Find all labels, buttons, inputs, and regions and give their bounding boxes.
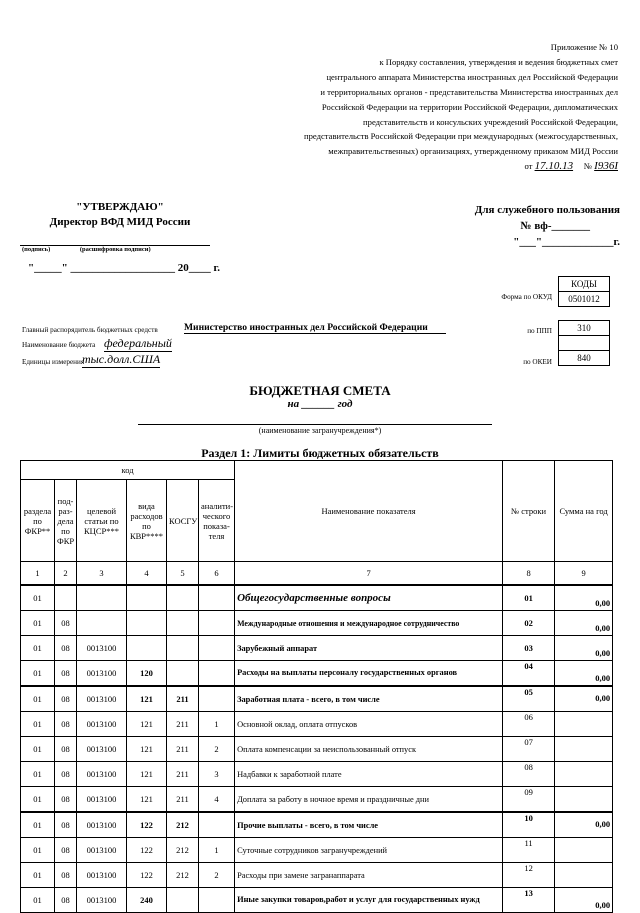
- appendix-line: и территориальных органов - представительства Министерства иностранных дел: [320, 86, 618, 97]
- header-kvr: вида расходов по КВР****: [127, 480, 167, 562]
- cell-kvr: 122: [127, 863, 167, 888]
- cell-line-no: 03: [503, 636, 555, 661]
- doc-title: БЮДЖЕТНАЯ СМЕТА: [249, 383, 391, 398]
- cell-kosgu: [167, 888, 199, 913]
- cell-analytic: 1: [199, 712, 235, 737]
- cell-subsection: 08: [55, 737, 77, 762]
- cell-kcsr: 0013100: [77, 661, 127, 687]
- cell-kvr: [127, 636, 167, 661]
- cell-line-no: 08: [503, 762, 555, 787]
- table-row: [21, 812, 613, 838]
- cell-subsection: 08: [55, 686, 77, 712]
- cell-analytic: [199, 636, 235, 661]
- cell-sum: [555, 737, 613, 762]
- cell-name: Заработная плата - всего, в том числе: [235, 686, 503, 712]
- doc-period: на ______ год: [287, 398, 353, 410]
- cell-kcsr: 0013100: [77, 737, 127, 762]
- cell-kvr: [127, 585, 167, 611]
- table-row: [21, 686, 613, 712]
- cell-fkr: 01: [21, 686, 55, 712]
- cell-sum: 0,00: [555, 585, 613, 611]
- cell-kvr: 121: [127, 737, 167, 762]
- kod-header: код: [21, 461, 235, 480]
- cell-fkr: 01: [21, 762, 55, 787]
- cell-fkr: 01: [21, 661, 55, 687]
- col-number: 9: [555, 562, 613, 586]
- cell-kosgu: [167, 636, 199, 661]
- cell-subsection: [55, 585, 77, 611]
- table-row: [21, 888, 613, 913]
- col-number: 4: [127, 562, 167, 586]
- cell-line-no: 07: [503, 737, 555, 762]
- cell-kcsr: 0013100: [77, 787, 127, 813]
- cell-subsection: 08: [55, 661, 77, 687]
- cell-line-no: 13: [503, 888, 555, 913]
- cell-analytic: 1: [199, 838, 235, 863]
- cell-fkr: 01: [21, 737, 55, 762]
- cell-kcsr: [77, 585, 127, 611]
- appendix-title: Приложение № 10: [550, 42, 618, 52]
- manager-label: Главный распорядитель бюджетных средств: [22, 326, 158, 334]
- cell-subsection: 08: [55, 636, 77, 661]
- cell-analytic: 2: [199, 863, 235, 888]
- cell-kvr: 240: [127, 888, 167, 913]
- appendix-line: Российской Федерации на территории Российской Федерации, дипломатических: [321, 101, 618, 112]
- cell-line-no: 11: [503, 838, 555, 863]
- section-title: Раздел 1: Лимиты бюджетных обязательств: [201, 446, 439, 460]
- cell-kosgu: 211: [167, 686, 199, 712]
- appendix-order-ref: [258, 159, 618, 174]
- cell-kcsr: 0013100: [77, 838, 127, 863]
- cell-kosgu: 211: [167, 737, 199, 762]
- cell-subsection: 08: [55, 863, 77, 888]
- appendix-line: представительств Российской Федерации при международных (межгосударственных,: [304, 131, 618, 142]
- header-sum: Сумма на год: [555, 461, 613, 562]
- cell-kosgu: 212: [167, 812, 199, 838]
- cell-line-no: 06: [503, 712, 555, 737]
- cell-subsection: 08: [55, 838, 77, 863]
- cell-name: Зарубежный аппарат: [235, 636, 503, 661]
- cell-name: Суточные сотрудников загранучреждений: [235, 838, 503, 863]
- cell-analytic: [199, 585, 235, 611]
- table-row: [21, 611, 613, 636]
- col-number: 2: [55, 562, 77, 586]
- cell-sum: 0,00: [555, 611, 613, 636]
- cell-kvr: 120: [127, 661, 167, 687]
- cell-kvr: [127, 611, 167, 636]
- cell-sum: 0,00: [555, 686, 613, 712]
- cell-kosgu: 212: [167, 838, 199, 863]
- header-kcsr: целевой статьи по КЦСР***: [77, 480, 127, 562]
- col-number: 1: [21, 562, 55, 586]
- header-fkr-section: раздела по ФКР**: [21, 480, 55, 562]
- column-numbers-row: [21, 562, 613, 586]
- appendix-line: представительств и консульских учреждений Российской Федерации,: [363, 116, 618, 127]
- cell-analytic: 3: [199, 762, 235, 787]
- appendix-block: [258, 40, 618, 174]
- cell-kcsr: 0013100: [77, 888, 127, 913]
- signature-label: (подпись): [22, 246, 51, 253]
- cell-line-no: 12: [503, 863, 555, 888]
- approval-block: [20, 200, 220, 230]
- cell-line-no: 04: [503, 661, 555, 687]
- ppp-code: 310: [559, 321, 610, 336]
- okud-label: Форма по ОКУД: [501, 293, 552, 301]
- table-row: [21, 863, 613, 888]
- cell-kvr: 121: [127, 686, 167, 712]
- cell-line-no: 02: [503, 611, 555, 636]
- cell-kosgu: 211: [167, 787, 199, 813]
- header-fkr-subsection: под-раз-дела по ФКР: [55, 480, 77, 562]
- cell-kosgu: [167, 585, 199, 611]
- cell-fkr: 01: [21, 888, 55, 913]
- appendix-line: центрального аппарата Министерства иностранных дел Российской Федерации: [326, 71, 618, 82]
- codes-header: КОДЫ: [559, 277, 610, 292]
- cell-subsection: 08: [55, 812, 77, 838]
- col-number: 7: [235, 562, 503, 586]
- cell-kcsr: 0013100: [77, 686, 127, 712]
- cell-analytic: 4: [199, 787, 235, 813]
- from-prefix: от: [524, 161, 533, 172]
- budget-label: Наименование бюджета: [22, 341, 96, 349]
- cell-sum: 0,00: [555, 888, 613, 913]
- cell-fkr: 01: [21, 611, 55, 636]
- approval-title: "УТВЕРЖДАЮ": [76, 201, 164, 213]
- cell-fkr: 01: [21, 787, 55, 813]
- institution-line: [138, 424, 492, 425]
- cell-name: Расходы на выплаты персоналу государственных органов: [235, 661, 503, 687]
- cell-analytic: [199, 812, 235, 838]
- header-analytic: аналити-ческого показа-теля: [199, 480, 235, 562]
- col-number: 8: [503, 562, 555, 586]
- cell-fkr: 01: [21, 712, 55, 737]
- header-kosgu: КОСГУ: [167, 480, 199, 562]
- unit-label: Единицы измерения: [22, 358, 85, 366]
- unit-value: тыс.долл.США: [82, 352, 161, 366]
- cell-kosgu: 211: [167, 762, 199, 787]
- cell-name: Прочие выплаты - всего, в том числе: [235, 812, 503, 838]
- cell-sum: [555, 762, 613, 787]
- cell-analytic: [199, 686, 235, 712]
- col-number: 6: [199, 562, 235, 586]
- cell-kosgu: 212: [167, 863, 199, 888]
- service-date-line: "___"_____________г.: [513, 236, 620, 248]
- header-name: Наименование показателя: [235, 461, 503, 562]
- cell-sum: [555, 863, 613, 888]
- cell-name: Иные закупки товаров,работ и услуг для государственных нужд: [235, 888, 503, 913]
- cell-kvr: 121: [127, 787, 167, 813]
- cell-subsection: 08: [55, 762, 77, 787]
- cell-kcsr: 0013100: [77, 712, 127, 737]
- codes-table: [558, 276, 610, 366]
- cell-kosgu: 211: [167, 712, 199, 737]
- order-date: 17.10.13: [534, 160, 574, 173]
- table-row: [21, 585, 613, 611]
- cell-name: Международные отношения и международное сотрудничество: [235, 611, 503, 636]
- table-row: [21, 661, 613, 687]
- table-row: [21, 737, 613, 762]
- cell-sum: [555, 838, 613, 863]
- table-row: [21, 712, 613, 737]
- service-number: № вф-_______: [520, 220, 590, 232]
- header-line-no: № строки: [503, 461, 555, 562]
- service-use-block: [400, 202, 620, 250]
- appendix-line: межправительственных) организациях, утвержденному приказом МИД России: [328, 146, 618, 157]
- cell-kcsr: 0013100: [77, 762, 127, 787]
- cell-subsection: 08: [55, 888, 77, 913]
- ppp-label: по ППП: [527, 327, 552, 335]
- cell-name: Общегосударственные вопросы: [235, 585, 503, 611]
- table-row: [21, 762, 613, 787]
- cell-kvr: 121: [127, 762, 167, 787]
- decoding-label: (расшифровка подписи): [79, 246, 151, 253]
- cell-subsection: 08: [55, 712, 77, 737]
- cell-analytic: [199, 611, 235, 636]
- cell-fkr: 01: [21, 838, 55, 863]
- service-use-title: Для служебного пользования: [474, 204, 620, 216]
- cell-name: Основной оклад, оплата отпусков: [235, 712, 503, 737]
- cell-line-no: 09: [503, 787, 555, 813]
- signature-line: [20, 245, 210, 253]
- cell-analytic: [199, 661, 235, 687]
- cell-line-no: 10: [503, 812, 555, 838]
- cell-analytic: 2: [199, 737, 235, 762]
- number-prefix: №: [583, 161, 593, 172]
- okei-label: по ОКЕИ: [523, 358, 552, 366]
- cell-name: Надбавки к заработной плате: [235, 762, 503, 787]
- cell-sum: 0,00: [555, 812, 613, 838]
- col-number: 3: [77, 562, 127, 586]
- okei-code: 840: [559, 350, 610, 365]
- cell-analytic: [199, 888, 235, 913]
- table-row: [21, 636, 613, 661]
- cell-sum: 0,00: [555, 661, 613, 687]
- budget-value: федеральный: [104, 336, 172, 350]
- cell-kvr: 122: [127, 838, 167, 863]
- cell-kvr: 122: [127, 812, 167, 838]
- cell-kosgu: [167, 661, 199, 687]
- cell-line-no: 05: [503, 686, 555, 712]
- cell-fkr: 01: [21, 636, 55, 661]
- cell-fkr: 01: [21, 812, 55, 838]
- cell-kvr: 121: [127, 712, 167, 737]
- manager-value: Министерство иностранных дел Российской Федерации: [184, 322, 446, 334]
- cell-kosgu: [167, 611, 199, 636]
- order-number: I936I: [594, 160, 618, 173]
- cell-kcsr: 0013100: [77, 863, 127, 888]
- cell-name: Оплата компенсации за неиспользованный отпуск: [235, 737, 503, 762]
- cell-sum: [555, 787, 613, 813]
- cell-line-no: 01: [503, 585, 555, 611]
- appendix-line: к Порядку составления, утверждения и ведения бюджетных смет: [379, 56, 618, 67]
- approval-date-line: "_____" ___________________ 20____ г.: [28, 262, 220, 274]
- limits-table: [20, 460, 613, 913]
- table-row: [21, 838, 613, 863]
- cell-sum: [555, 712, 613, 737]
- cell-name: Расходы при замене загранаппарата: [235, 863, 503, 888]
- cell-subsection: 08: [55, 787, 77, 813]
- table-row: [21, 787, 613, 813]
- cell-fkr: 01: [21, 863, 55, 888]
- cell-kcsr: [77, 611, 127, 636]
- cell-subsection: 08: [55, 611, 77, 636]
- cell-kcsr: 0013100: [77, 636, 127, 661]
- institution-label: (наименование загранучреждения*): [258, 426, 382, 435]
- cell-name: Доплата за работу в ночное время и праздничные дни: [235, 787, 503, 813]
- cell-fkr: 01: [21, 585, 55, 611]
- col-number: 5: [167, 562, 199, 586]
- okud-code: 0501012: [559, 291, 610, 306]
- cell-kcsr: 0013100: [77, 812, 127, 838]
- approval-position: Директор ВФД МИД России: [49, 216, 191, 228]
- cell-sum: 0,00: [555, 636, 613, 661]
